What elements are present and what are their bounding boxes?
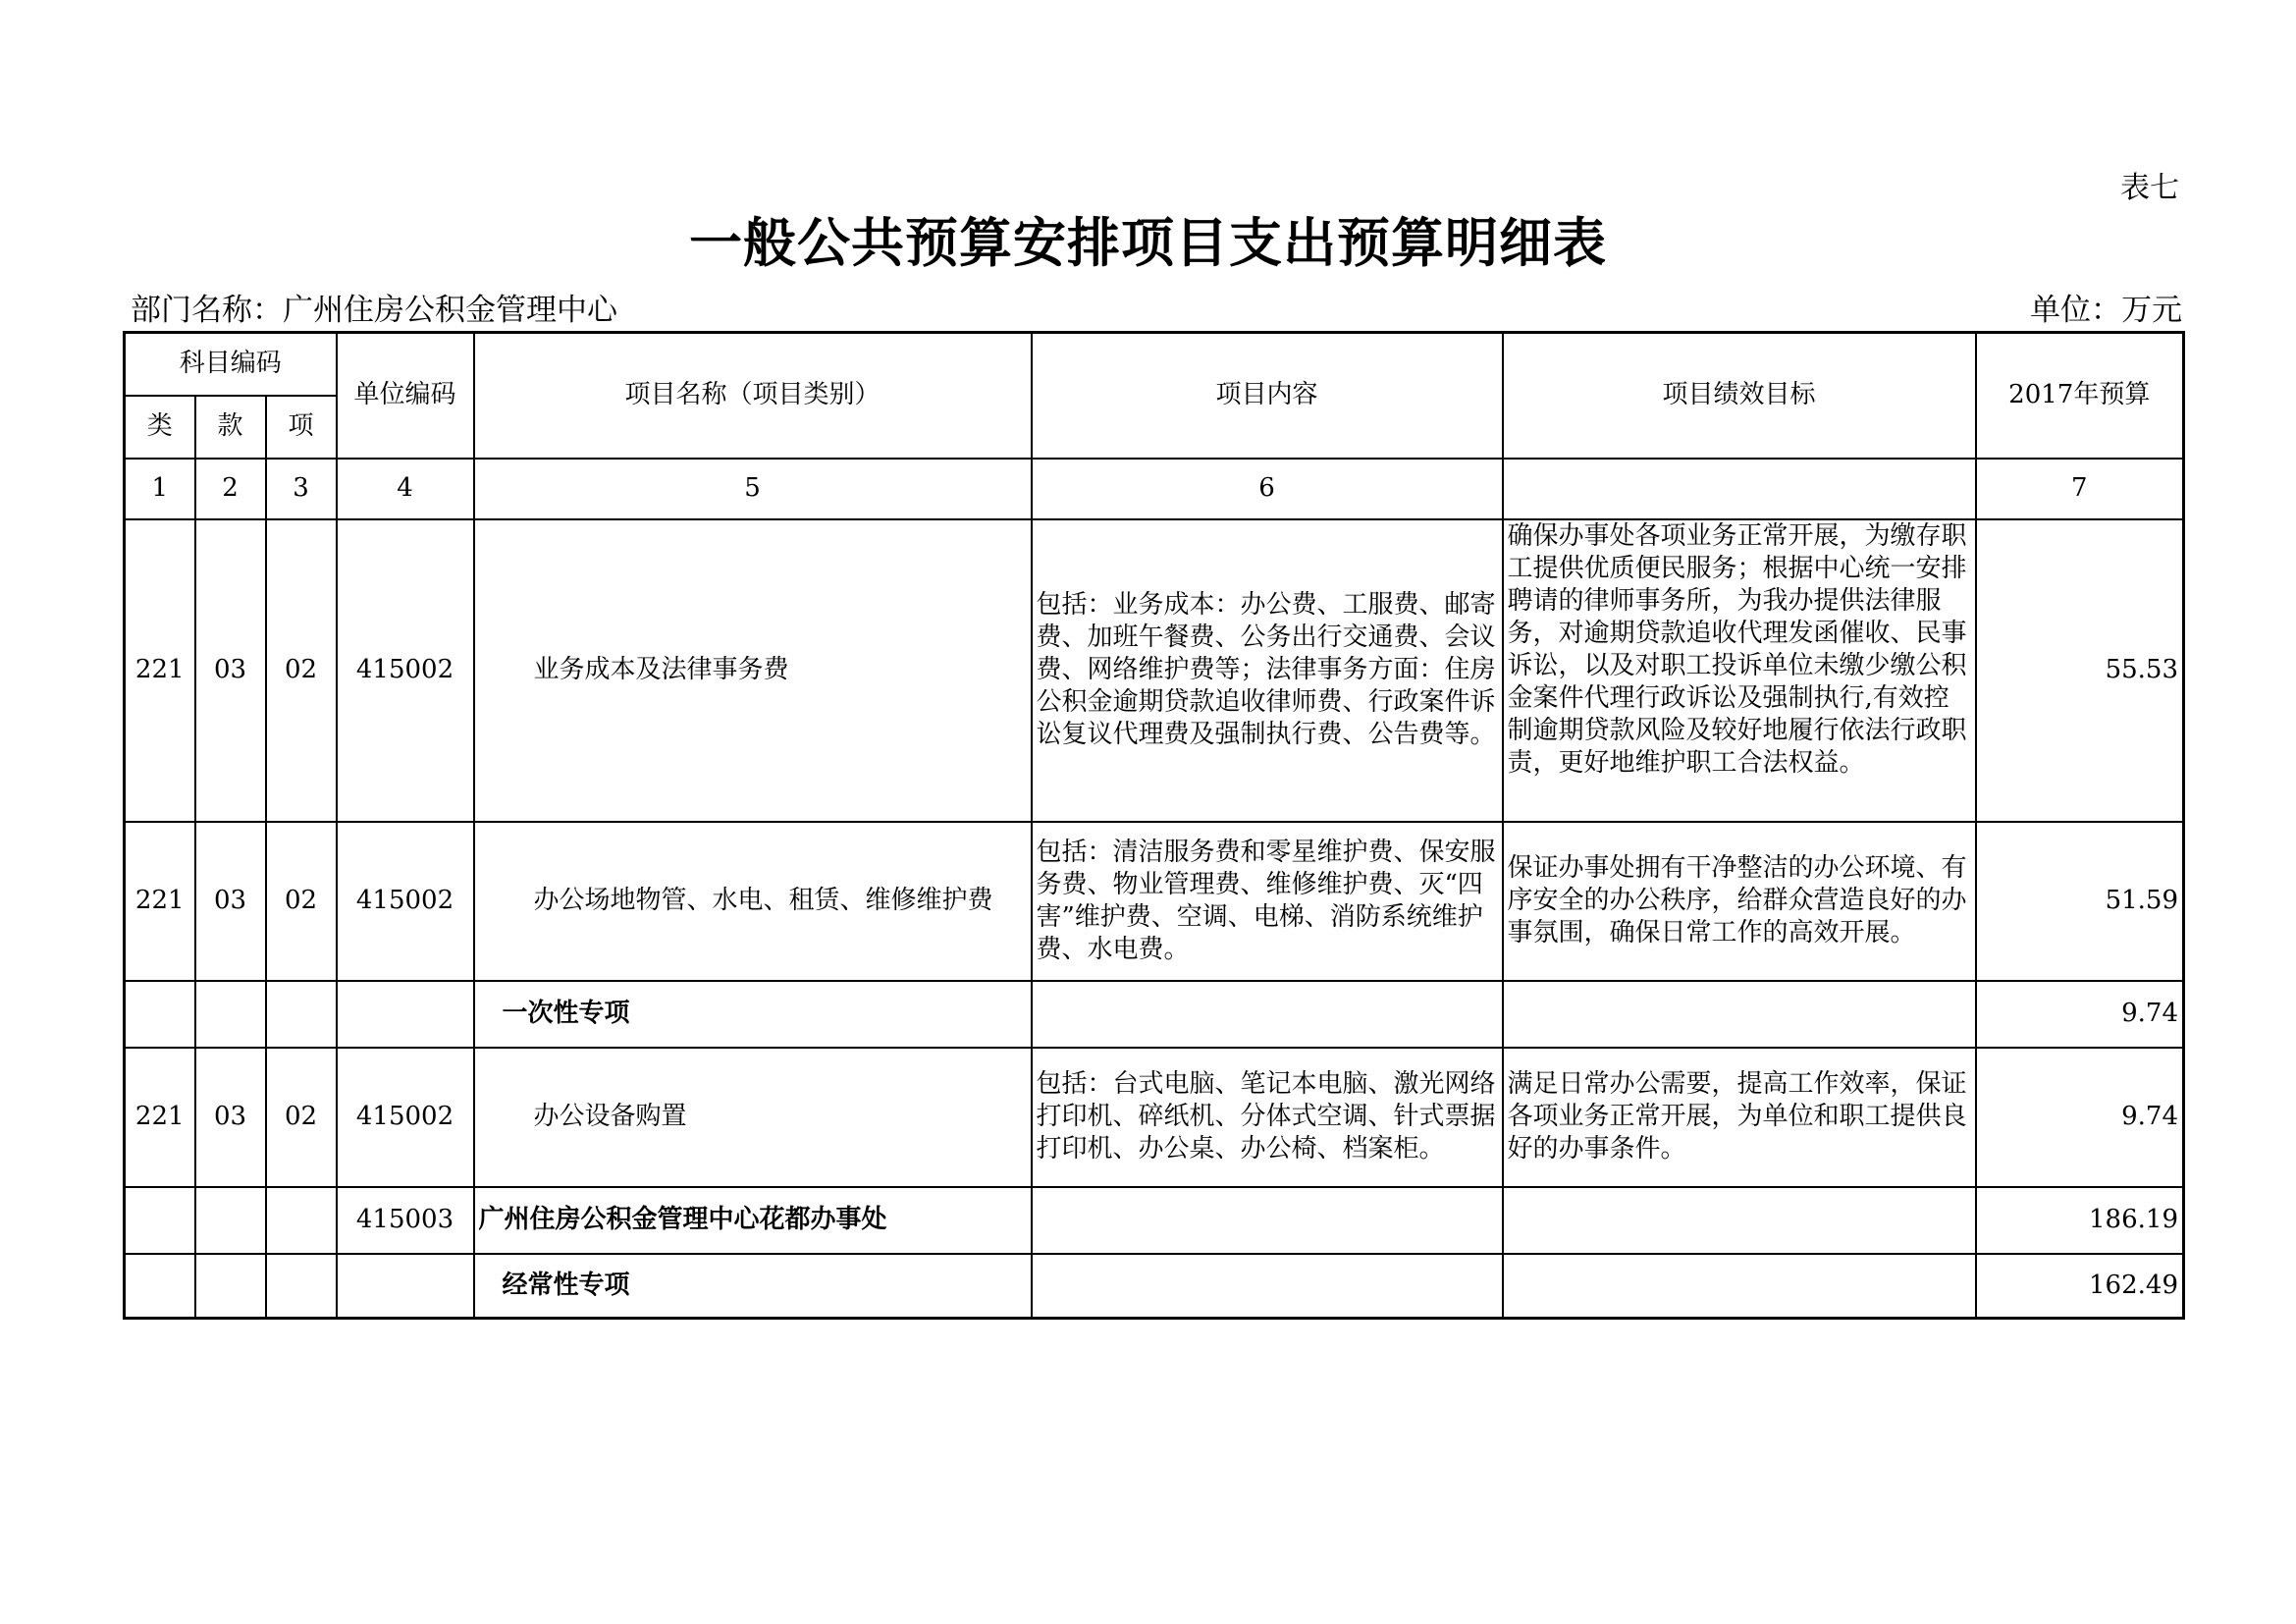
cell-project-content: [1032, 981, 1503, 1048]
header-performance-goal: 项目绩效目标: [1503, 333, 1976, 459]
cell-lei: [125, 981, 195, 1048]
cell-project-name: 一次性专项: [474, 981, 1032, 1048]
table-number: 表七: [2120, 171, 2179, 205]
cell-amount: 162.49: [1976, 1254, 2184, 1319]
cell-lei: 221: [125, 1048, 195, 1187]
cell-performance-goal: 满足日常办公需要，提高工作效率，保证各项业务正常开展，为单位和职工提供良好的办事条件。: [1503, 1048, 1976, 1187]
table-row: [125, 1048, 2184, 1187]
index-cell: 1: [125, 459, 195, 519]
cell-amount: 9.74: [1976, 981, 2184, 1048]
header-project-name: 项目名称（项目类别）: [474, 333, 1032, 459]
index-cell: 4: [337, 459, 474, 519]
index-row: [125, 459, 2184, 519]
cell-unit-code: 415003: [337, 1187, 474, 1254]
header-lei: 类: [125, 396, 195, 459]
table-row: [125, 1187, 2184, 1254]
cell-lei: [125, 1187, 195, 1254]
cell-xiang: [266, 981, 337, 1048]
cell-unit-code: 415002: [337, 519, 474, 822]
cell-xiang: 02: [266, 822, 337, 981]
cell-xiang: 02: [266, 519, 337, 822]
index-cell: [1503, 459, 1976, 519]
cell-kuan: 03: [195, 1048, 266, 1187]
cell-amount: 55.53: [1976, 519, 2184, 822]
cell-kuan: [195, 981, 266, 1048]
cell-xiang: 02: [266, 1048, 337, 1187]
page-title: 一般公共预算安排项目支出预算明细表: [689, 211, 1607, 274]
cell-amount: 51.59: [1976, 822, 2184, 981]
cell-project-name: 办公场地物管、水电、租赁、维修维护费: [474, 822, 1032, 981]
cell-project-name: 业务成本及法律事务费: [474, 519, 1032, 822]
cell-unit-code: 415002: [337, 822, 474, 981]
cell-project-content: 包括：台式电脑、笔记本电脑、激光网络打印机、碎纸机、分体式空调、针式票据打印机、办公桌、办公椅、档案柜。: [1032, 1048, 1503, 1187]
cell-project-name: 经常性专项: [474, 1254, 1032, 1319]
cell-project-content: [1032, 1254, 1503, 1319]
cell-lei: 221: [125, 519, 195, 822]
cell-performance-goal: [1503, 981, 1976, 1048]
cell-project-content: [1032, 1187, 1503, 1254]
index-cell: 5: [474, 459, 1032, 519]
cell-amount: 9.74: [1976, 1048, 2184, 1187]
table-row: [125, 981, 2184, 1048]
cell-performance-goal: [1503, 1254, 1976, 1319]
table-row: [125, 1254, 2184, 1319]
department-label: 部门名称：广州住房公积金管理中心: [131, 293, 617, 328]
cell-kuan: 03: [195, 822, 266, 981]
header-project-content: 项目内容: [1032, 333, 1503, 459]
cell-lei: [125, 1254, 195, 1319]
header-kuan: 款: [195, 396, 266, 459]
cell-kuan: [195, 1254, 266, 1319]
table-row: [125, 822, 2184, 981]
header-budget-2017: 2017年预算: [1976, 333, 2184, 459]
index-cell: 6: [1032, 459, 1503, 519]
header-subject-code: 科目编码: [125, 333, 337, 396]
header-row-1: [125, 333, 2184, 396]
cell-xiang: [266, 1187, 337, 1254]
unit-label: 单位：万元: [2030, 293, 2182, 328]
cell-kuan: [195, 1187, 266, 1254]
cell-performance-goal: 保证办事处拥有干净整洁的办公环境、有序安全的办公秩序，给群众营造良好的办事氛围，确保日常工作的高效开展。: [1503, 822, 1976, 981]
cell-project-content: 包括：业务成本：办公费、工服费、邮寄费、加班午餐费、公务出行交通费、会议费、网络维护费等；法律事务方面：住房公积金逾期贷款追收律师费、行政案件诉讼复议代理费及强制执行费、公告费等。: [1032, 519, 1503, 822]
index-cell: 3: [266, 459, 337, 519]
cell-lei: 221: [125, 822, 195, 981]
cell-project-name: 广州住房公积金管理中心花都办事处: [474, 1187, 1032, 1254]
cell-project-name: 办公设备购置: [474, 1048, 1032, 1187]
cell-amount: 186.19: [1976, 1187, 2184, 1254]
cell-performance-goal: 确保办事处各项业务正常开展，为缴存职工提供优质便民服务；根据中心统一安排聘请的律师事务所，为我办提供法律服务，对逾期贷款追收代理发函催收、民事诉讼，以及对职工投诉单位未缴少缴公积金案件代理行政诉讼及强制执行,有效控制逾期贷款风险及较好地履行依法行政职责，更好地维护职工合法权益。: [1503, 519, 1976, 822]
index-cell: 7: [1976, 459, 2184, 519]
index-cell: 2: [195, 459, 266, 519]
cell-performance-goal: [1503, 1187, 1976, 1254]
budget-table: [123, 331, 2185, 1320]
cell-xiang: [266, 1254, 337, 1319]
cell-unit-code: [337, 981, 474, 1048]
cell-kuan: 03: [195, 519, 266, 822]
header-xiang: 项: [266, 396, 337, 459]
table-row: [125, 519, 2184, 822]
header-unit-code: 单位编码: [337, 333, 474, 459]
cell-unit-code: [337, 1254, 474, 1319]
cell-unit-code: 415002: [337, 1048, 474, 1187]
cell-project-content: 包括：清洁服务费和零星维护费、保安服务费、物业管理费、维修维护费、灭“四害”维护费、空调、电梯、消防系统维护费、水电费。: [1032, 822, 1503, 981]
